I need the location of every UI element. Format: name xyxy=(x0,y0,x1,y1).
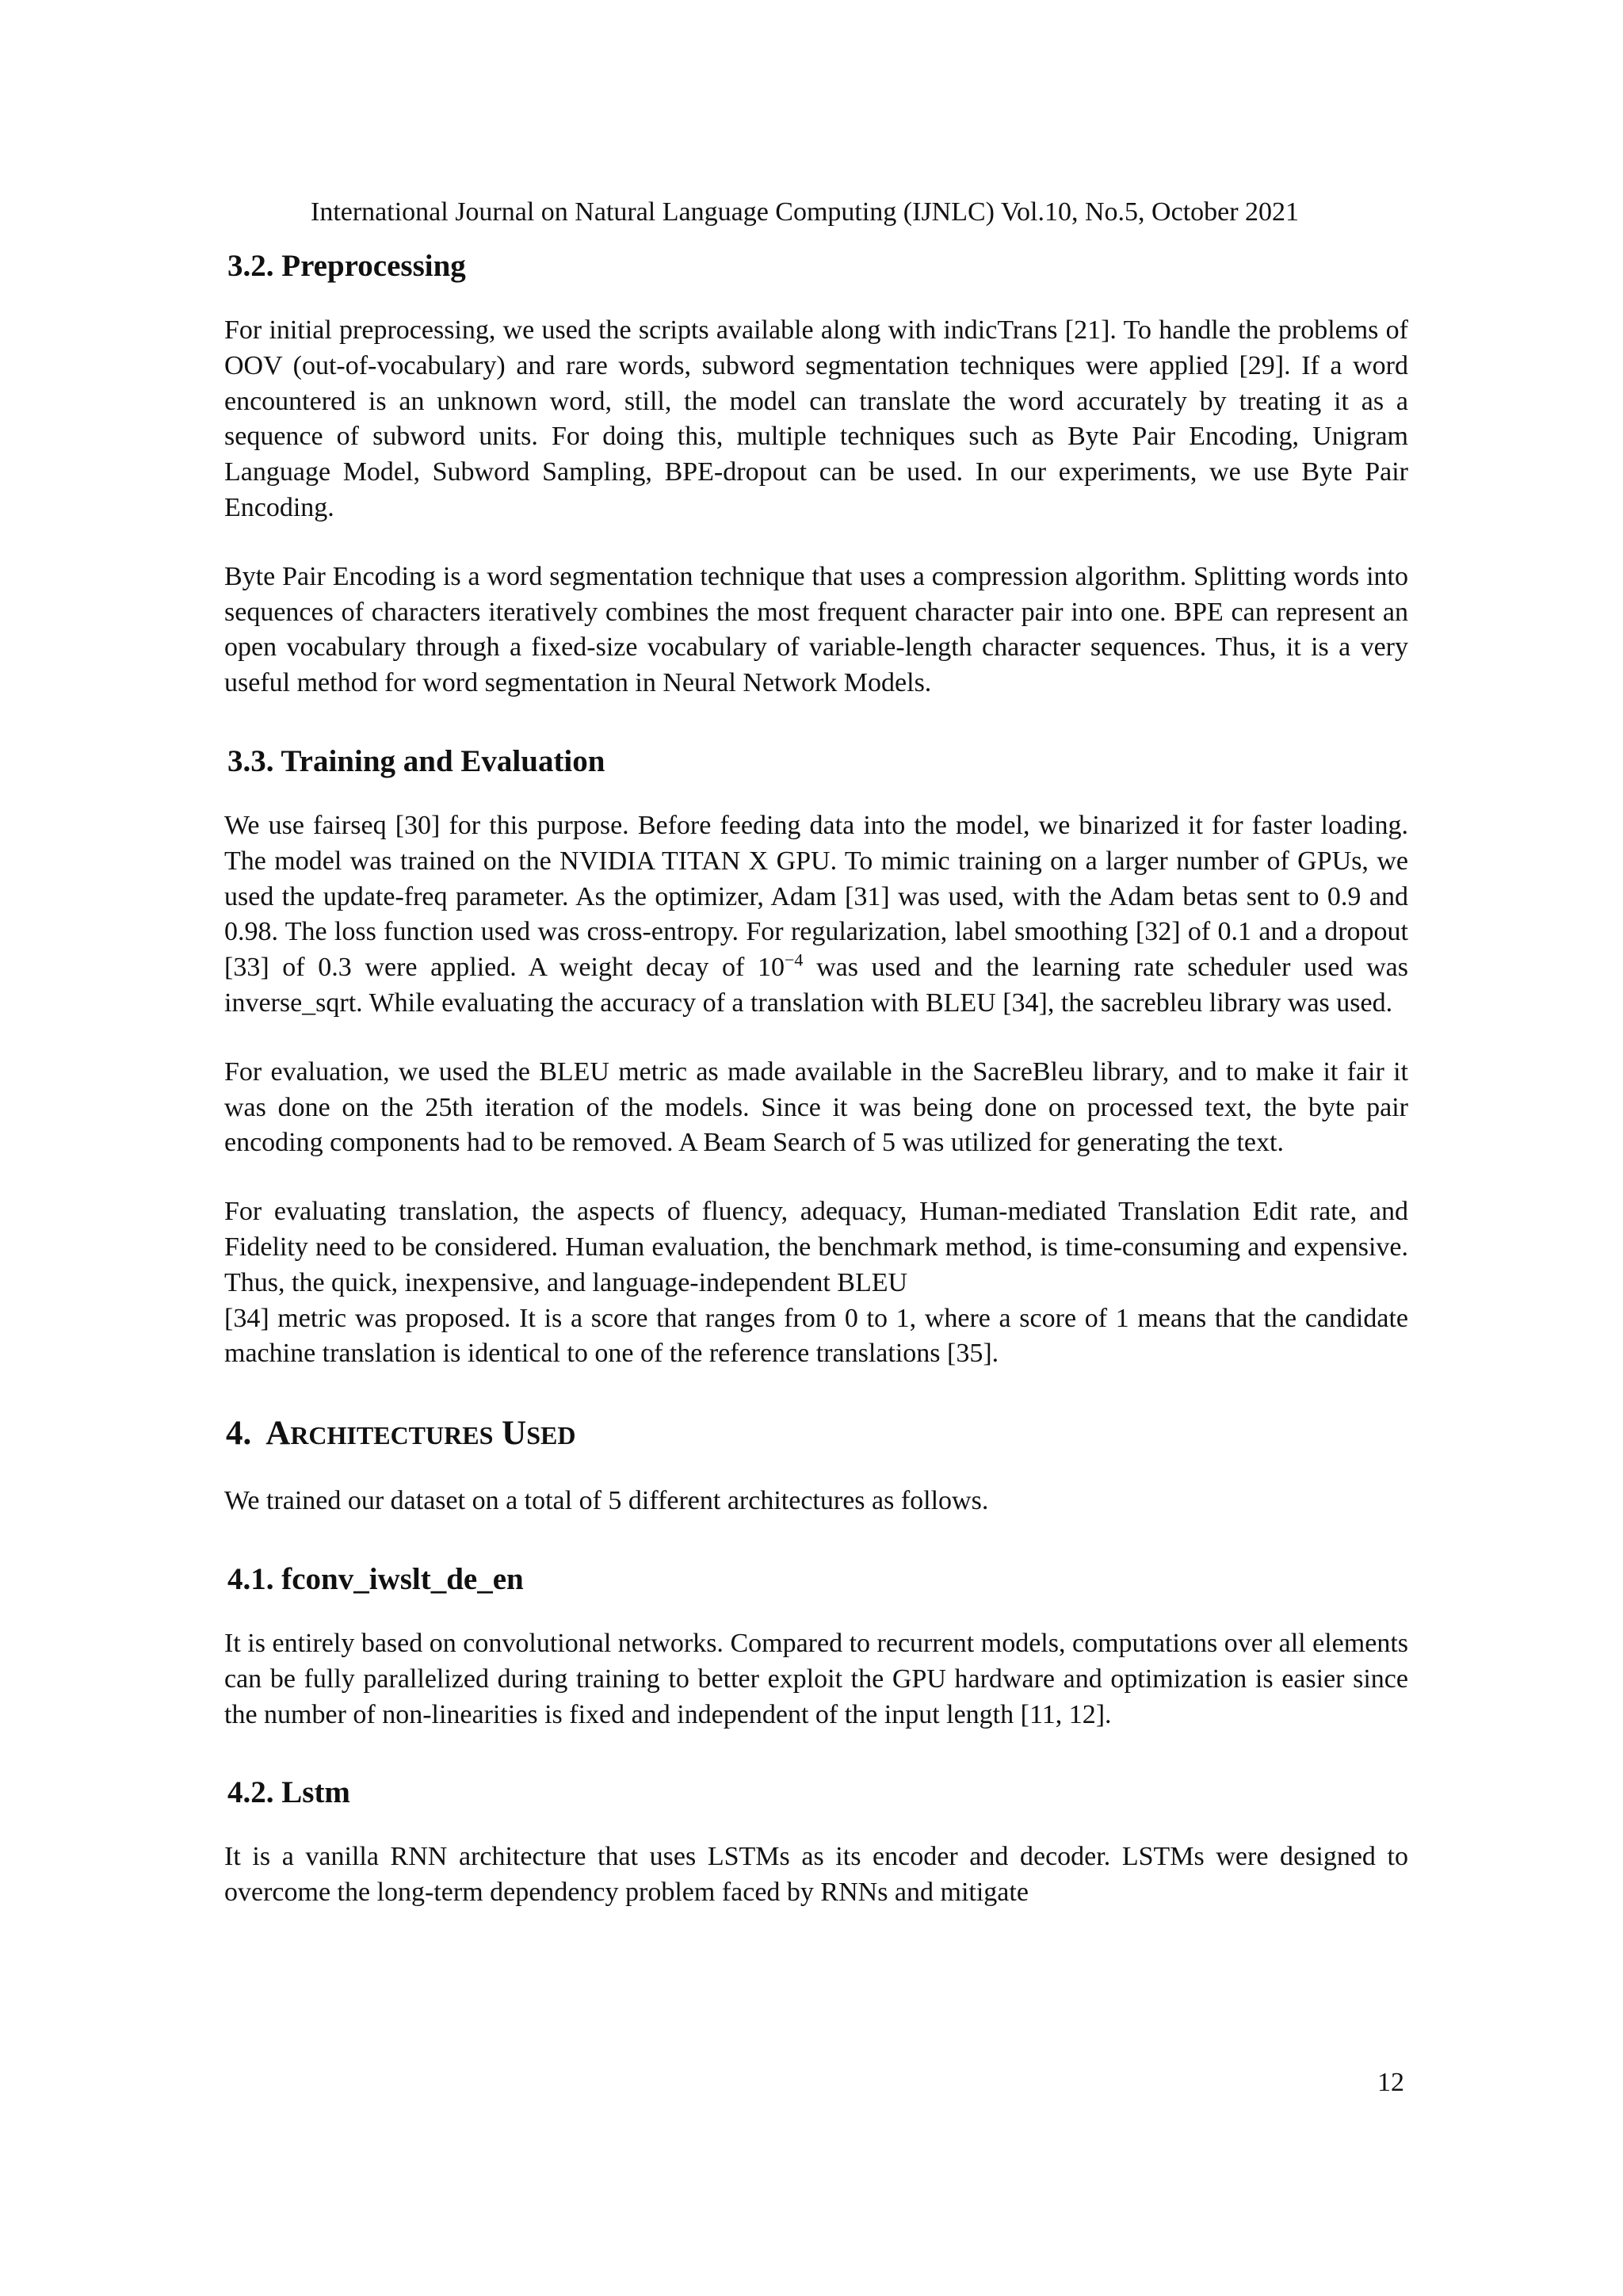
text-run: was used and the learning rate scheduler used was inverse_sqrt. While evaluating the accuracy of a translation with BLEU [34], the sacrebleu library was used. xyxy=(224,953,1408,1018)
section-number: 4. xyxy=(226,1415,252,1453)
section-heading-3-3: 3.3. Training and Evaluation xyxy=(227,743,605,778)
heading-letter: U xyxy=(502,1415,527,1453)
paragraph: For initial preprocessing, we used the scripts available along with indicTrans [21]. To handle the problems of OOV (out-of-vocabulary) and rare words, subword segmentation techniques were applied [29]. If a word encountered is an unknown word, still, the model can translate the word accurately by treating it as a sequence of subword units. For doing this, multiple techniques such as Byte Pair Encoding, Unigram Language Model, Subword Sampling, BPE-dropout can be used. In our experiments, we use Byte Pair Encoding. xyxy=(224,315,1408,522)
text-run: [34] metric was proposed. It is a score that ranges from 0 to 1, where a score of 1 means that the candidate machine translation is identical to one of the reference translations [35]. xyxy=(224,1303,1408,1369)
page-content xyxy=(224,247,1408,1911)
heading-smallcaps: RCHITECTURES xyxy=(290,1421,494,1450)
paragraph: For evaluation, we used the BLEU metric as made available in the SacreBleu library, and to make it fair it was done on the 25th iteration of the models. Since it was being done on processed text, the byte pair encoding components had to be removed. A Beam Search of 5 was utilized for generating the text. xyxy=(224,1056,1408,1158)
paragraph: We trained our dataset on a total of 5 different architectures as follows. xyxy=(224,1486,989,1516)
page-number: 12 xyxy=(1377,2068,1404,2097)
paragraph xyxy=(224,808,1408,1022)
heading-letter: A xyxy=(265,1415,291,1453)
text-run: For evaluating translation, the aspects of fluency, adequacy, Human-mediated Translation Edit rate, and Fidelity need to be considered. Human evaluation, the benchmark method, is time-consuming and expensive. Thus, the quick, inexpensive, and language-independent BLEU xyxy=(224,1197,1408,1297)
section-heading-4 xyxy=(224,1413,1408,1456)
superscript: −4 xyxy=(784,949,804,970)
section-heading-4-2: 4.2. Lstm xyxy=(227,1775,350,1810)
section-heading-3-2: 3.2. Preprocessing xyxy=(227,249,466,283)
paragraph xyxy=(224,1194,1408,1372)
paragraph: It is a vanilla RNN architecture that uses LSTMs as its encoder and decoder. LSTMs were designed to overcome the long-term dependency problem faced by RNNs and mitigate xyxy=(224,1842,1408,1908)
paragraph: It is entirely based on convolutional networks. Compared to recurrent models, computations over all elements can be fully parallelized during training to better exploit the GPU hardware and optimization is easier since the number of non-linearities is fixed and independent of the input length [11, 12]. xyxy=(224,1628,1408,1729)
heading-smallcaps: SED xyxy=(526,1421,576,1450)
running-header: International Journal on Natural Language Computing (IJNLC) Vol.10, No.5, October 2021 xyxy=(311,197,1300,227)
text-run: We use fairseq [30] for this purpose. Before feeding data into the model, we binarized it for faster loading. The model was trained on the NVIDIA TITAN X GPU. To mimic training on a larger number of GPUs, we used the update-freq parameter. As the optimizer, Adam [31] was used, with the Adam betas sent to 0.9 and 0.98. The loss function used was cross-entropy. For regularization, label smoothing [32] of 0.1 and a dropout [33] of 0.3 were applied. A weight decay of 10 xyxy=(224,810,1408,983)
paragraph: Byte Pair Encoding is a word segmentation technique that uses a compression algorithm. Splitting words into sequences of characters iteratively combines the most frequent character pair into one. BPE can represent an open vocabulary through a fixed-size vocabulary of variable-length character sequences. Thus, it is a very useful method for word segmentation in Neural Network Models. xyxy=(224,561,1408,698)
section-heading-4-1: 4.1. fconv_iwslt_de_en xyxy=(227,1561,524,1596)
